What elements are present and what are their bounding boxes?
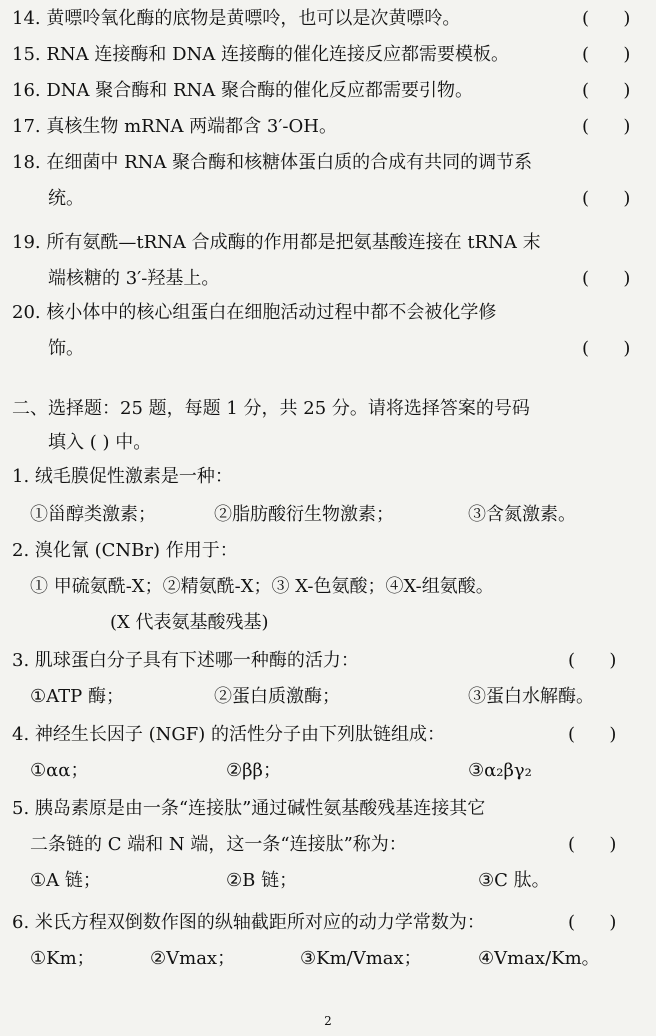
page-number: 2 (324, 1014, 332, 1028)
question-text: 16. DNA 聚合酶和 RNA 聚合酶的催化反应都需要引物。 (12, 80, 473, 101)
question-text: 18. 在细菌中 RNA 聚合酶和核糖体蛋白质的合成有共同的调节系 (12, 152, 533, 173)
answer-blank: ( ) (568, 724, 617, 745)
tf-q14 (0, 4, 656, 34)
option-1: ①A 链； (30, 870, 101, 891)
tf-q19-line2 (0, 264, 656, 294)
section-heading-line1: 二、选择题：25 题，每题 1 分，共 25 分。请将选择答案的号码 (12, 398, 530, 419)
tf-q18-line1 (0, 148, 656, 178)
note: (X 代表氨基酸残基) (110, 612, 269, 633)
mc-q3-stem (0, 646, 656, 676)
tf-q18-line2 (0, 184, 656, 214)
option-3: ③α₂βγ₂ (468, 760, 532, 781)
question-text-cont: 端核糖的 3′-羟基上。 (48, 268, 220, 289)
question-text-cont: 统。 (48, 188, 84, 209)
answer-blank: ( ) (582, 80, 631, 101)
question-text: 20. 核小体中的核心组蛋白在细胞活动过程中都不会被化学修 (12, 302, 497, 323)
option-2: ②B 链； (226, 870, 298, 891)
mc-q6-options (0, 944, 656, 974)
question-text: 14. 黄嘌呤氧化酶的底物是黄嘌呤，也可以是次黄嘌呤。 (12, 8, 461, 29)
answer-blank: ( ) (568, 912, 617, 933)
answer-blank: ( ) (582, 338, 631, 359)
option-1: ①αα； (30, 760, 89, 781)
option-3: ③蛋白水解酶。 (468, 686, 594, 707)
tf-q16 (0, 76, 656, 106)
option-4: ④Vmax/Km。 (478, 948, 600, 969)
mc-q6-stem (0, 908, 656, 938)
question-text-cont: 饰。 (48, 338, 84, 359)
tf-q20-line1 (0, 298, 656, 328)
answer-blank: ( ) (582, 8, 631, 29)
question-text: 6. 米氏方程双倒数作图的纵轴截距所对应的动力学常数为： (12, 912, 485, 933)
answer-blank: ( ) (568, 650, 617, 671)
option-2: ②脂肪酸衍生物激素； (214, 504, 394, 525)
question-text: 5. 胰岛素原是由一条“连接肽”通过碱性氨基酸残基连接其它 (12, 798, 486, 819)
mc-q1-options (0, 500, 656, 530)
mc-q5-line1 (0, 794, 656, 824)
question-text: 1. 绒毛膜促性激素是一种： (12, 466, 233, 487)
answer-blank: ( ) (582, 188, 631, 209)
answer-blank: ( ) (582, 116, 631, 137)
option-3: ③C 肽。 (478, 870, 550, 891)
answer-blank: ( ) (568, 834, 617, 855)
section-heading-cont (0, 428, 656, 458)
question-text: 3. 肌球蛋白分子具有下述哪一种酶的活力： (12, 650, 359, 671)
mc-q4-options (0, 756, 656, 786)
mc-q2-options (0, 572, 656, 602)
mc-q4-stem (0, 720, 656, 750)
mc-q5-options (0, 866, 656, 896)
mc-q2-note (0, 608, 656, 638)
option-1: ①甾醇类激素； (30, 504, 156, 525)
question-text: 2. 溴化氰 (CNBr) 作用于： (12, 540, 238, 561)
question-text: 15. RNA 连接酶和 DNA 连接酶的催化连接反应都需要模板。 (12, 44, 509, 65)
option-3: ③含氮激素。 (468, 504, 576, 525)
section-heading (0, 394, 656, 424)
option-2: ②ββ； (226, 760, 281, 781)
tf-q17 (0, 112, 656, 142)
mc-q5-line2 (0, 830, 656, 860)
option-1: ①Km； (30, 948, 95, 969)
answer-blank: ( ) (582, 268, 631, 289)
question-text: 17. 真核生物 mRNA 两端都含 3′-OH。 (12, 116, 337, 137)
mc-q3-options (0, 682, 656, 712)
answer-blank: ( ) (582, 44, 631, 65)
question-text-cont: 二条链的 C 端和 N 端，这一条“连接肽”称为： (30, 834, 407, 855)
option-3: ③Km/Vmax； (300, 948, 422, 969)
option-1: ①ATP 酶； (30, 686, 124, 707)
option-2: ②蛋白质激酶； (214, 686, 340, 707)
tf-q20-line2 (0, 334, 656, 364)
options: ① 甲硫氨酰-X；②精氨酰-X；③ X-色氨酸；④X-组氨酸。 (30, 576, 494, 597)
mc-q1-stem (0, 462, 656, 492)
question-text: 19. 所有氨酰—tRNA 合成酶的作用都是把氨基酸连接在 tRNA 末 (12, 232, 541, 253)
section-heading-line2: 填入 ( ) 中。 (48, 432, 152, 453)
option-2: ②Vmax； (150, 948, 236, 969)
tf-q15 (0, 40, 656, 70)
question-text: 4. 神经生长因子 (NGF) 的活性分子由下列肽链组成： (12, 724, 445, 745)
tf-q19-line1 (0, 228, 656, 258)
mc-q2-stem (0, 536, 656, 566)
